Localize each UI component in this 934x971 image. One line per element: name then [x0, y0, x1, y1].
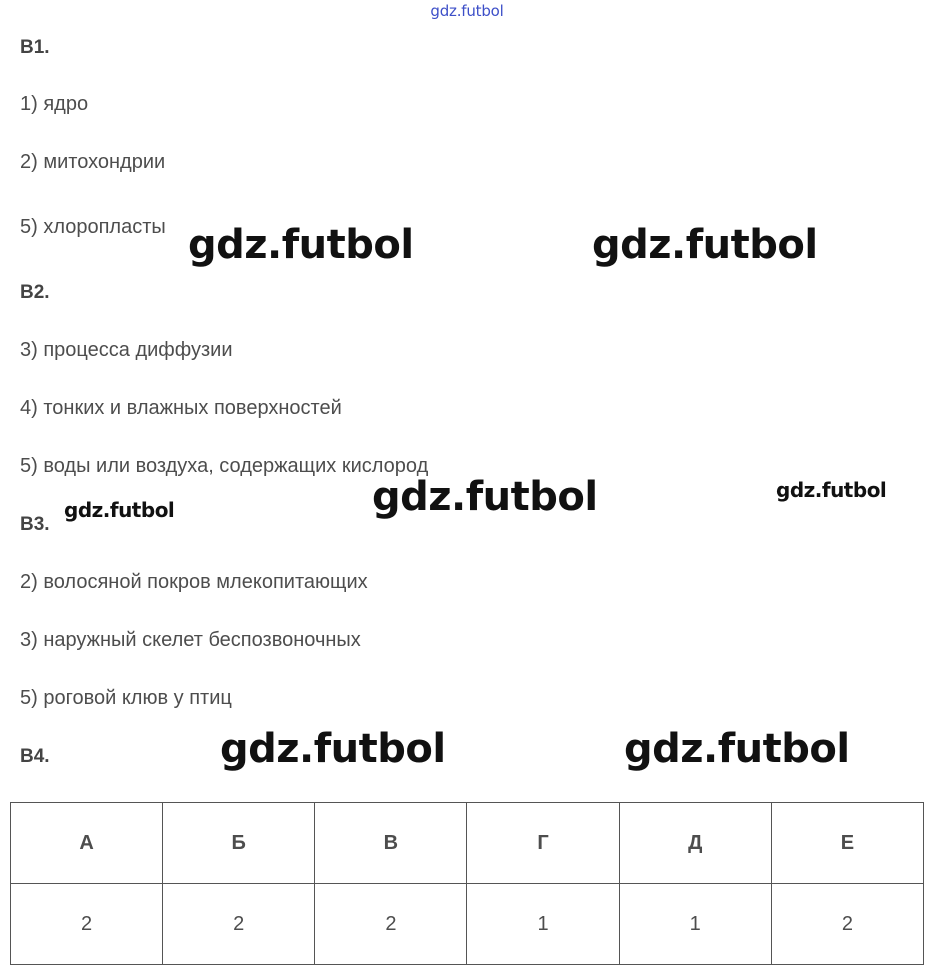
- watermark: gdz.futbol: [372, 474, 598, 520]
- table-header-cell: А: [11, 803, 163, 884]
- table-cell: 2: [315, 884, 467, 965]
- answer-item: 3) процесса диффузии: [20, 339, 233, 361]
- table-cell: 2: [11, 884, 163, 965]
- answer-table: [10, 802, 924, 965]
- answer-item: 4) тонких и влажных поверхностей: [20, 397, 342, 419]
- answer-item: 1) ядро: [20, 93, 89, 115]
- table-header-cell: Е: [771, 803, 923, 884]
- table-header-cell: Г: [467, 803, 619, 884]
- answer-item: 5) воды или воздуха, содержащих кислород: [20, 455, 429, 477]
- section-heading-b4: В4.: [20, 746, 50, 767]
- table-header-row: [11, 803, 924, 884]
- answer-item: 2) волосяной покров млекопитающих: [20, 571, 368, 593]
- table-row: [11, 884, 924, 965]
- table-header-cell: Д: [619, 803, 771, 884]
- watermark: gdz.futbol: [188, 222, 414, 268]
- section-heading-b3: В3.: [20, 514, 50, 535]
- answer-item: 3) наружный скелет беспозвоночных: [20, 629, 361, 651]
- section-heading-b1: В1.: [20, 37, 50, 58]
- watermark: gdz.futbol: [776, 478, 887, 502]
- watermark: gdz.futbol: [624, 726, 850, 772]
- table-header-cell: В: [315, 803, 467, 884]
- watermark: gdz.futbol: [592, 222, 818, 268]
- table-header-cell: Б: [163, 803, 315, 884]
- answer-item: 2) митохондрии: [20, 151, 166, 173]
- answer-item: 5) роговой клюв у птиц: [20, 687, 232, 709]
- answer-item: 5) хлоропласты: [20, 216, 166, 238]
- table-cell: 2: [163, 884, 315, 965]
- table-cell: 2: [771, 884, 923, 965]
- table-cell: 1: [619, 884, 771, 965]
- watermark: gdz.futbol: [64, 498, 175, 522]
- section-heading-b2: В2.: [20, 282, 50, 303]
- table-cell: 1: [467, 884, 619, 965]
- top-watermark: gdz.futbol: [430, 2, 504, 20]
- watermark: gdz.futbol: [220, 726, 446, 772]
